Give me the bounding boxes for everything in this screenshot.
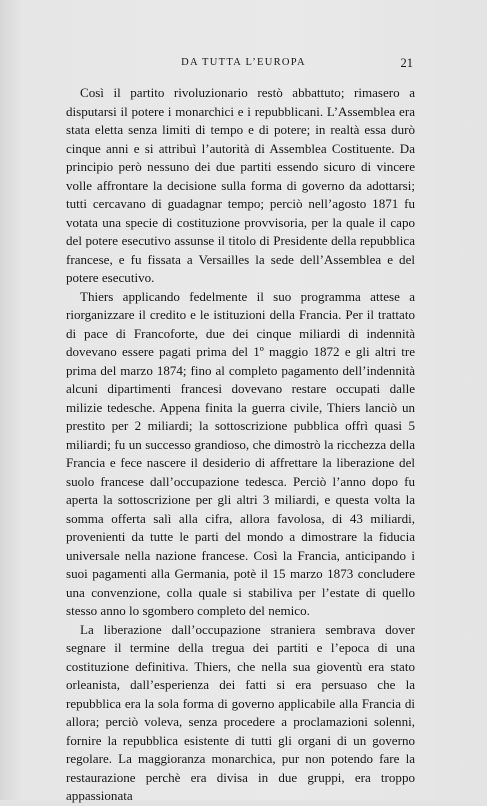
body-text [66, 84, 415, 806]
page-number: 21 [400, 56, 413, 70]
paragraph: Così il partito rivoluzionario restò abbattuto; rimasero a disputarsi il potere i monarchici e i repubblicani. L’Assemblea era stata eletta senza limiti di tempo e di potere; in realtà essa durò cinque anni e si attribuì l’autorità di Assemblea Costituente. Da principio però nessuno dei due partiti essendo sicuro di vincere volle affrontare la decisione sulla forma di governo da adottarsi; tutti cercavano di guadagnar tempo; perciò nell’agosto 1871 fu votata una specie di costituzione provvisoria, per la quale il capo del potere esecutivo assunse il titolo di Presidente della repubblica francese, e fu fissata a Versailles la sede dell’Assemblea e del potere esecutivo. [66, 85, 415, 285]
running-head: DA TUTTA L’EUROPA [181, 57, 306, 68]
paragraph: Thiers applicando fedelmente il suo programma attese a riorganizzare il credito e le istituzioni della Francia. Per il trattato di pace di Francoforte, due dei cinque miliardi di indennità dovevano essere pagati prima del 1º maggio 1872 e gli altri tre prima del marzo 1874; fino al completo pagamento dell’indennità alcuni dipartimenti francesi dovevano restare occupati dalle milizie tedesche. Appena finita la guerra civile, Thiers lanciò un prestito per 2 miliardi; la sottoscrizione pubblica offrì quasi 5 miliardi; fu un successo grandioso, che dimostrò la ricchezza della Francia e fece nascere il desiderio di affrettare la liberazione del suolo francese dall’occupazione tedesca. Perciò l’anno dopo fu aperta la sottoscrizione per gli altri 3 miliardi, e questa volta la somma offerta salì alla cifra, allora favolosa, di 43 miliardi, provenienti da tutte le parti del mondo a dimostrare la fiducia universale nella nazione francese. Così la Francia, anticipando i suoi pagamenti alla Germania, potè il 15 marzo 1873 concludere una convenzione, colla quale si stabiliva per l’estate di quello stesso anno lo sgombero completo del nemico. [66, 288, 415, 618]
paragraph: La liberazione dall’occupazione straniera sembrava dover segnare il termine della tregua dei partiti e l’epoca di una costituzione definitiva. Thiers, che nella sua gioventù era stato orleanista, dall’esperienza dei fatti si era persuaso che la repubblica era la sola forma di governo applicabile alla Francia di allora; perciò voleva, senza procedere a proclamazioni solenni, fornire la repubblica esistente di tutti gli organi di un governo regolare. La maggioranza monarchica, pur non potendo fare la restaurazione perchè era divisa in due gruppi, era troppo appassionata [66, 621, 415, 803]
page-header [0, 57, 487, 73]
